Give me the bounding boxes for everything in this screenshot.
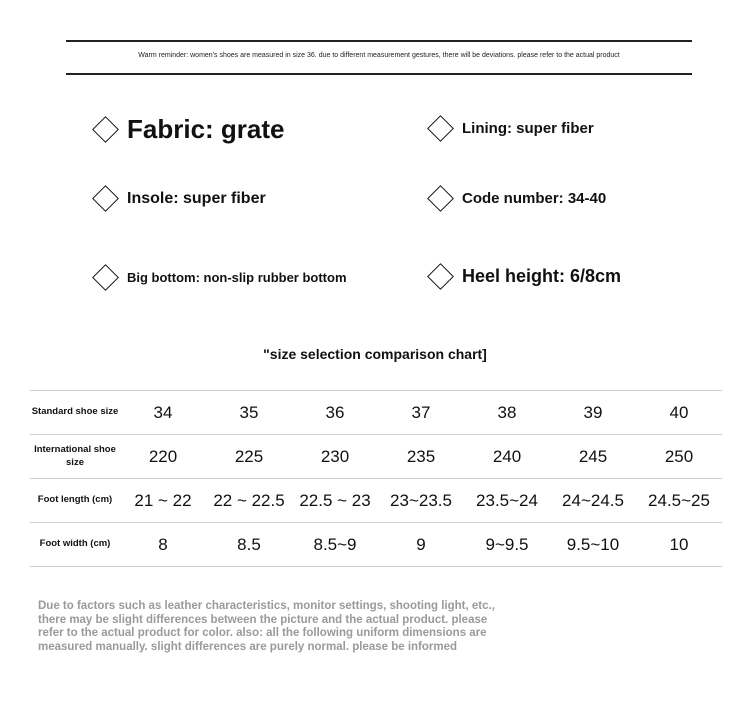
table-row <box>30 523 722 567</box>
diamond-icon <box>92 116 119 143</box>
table-cell: 35 <box>206 391 292 435</box>
table-cell: 245 <box>550 435 636 479</box>
row-header: Foot width (cm) <box>30 523 120 567</box>
table-cell: 23~23.5 <box>378 479 464 523</box>
feature-big-bottom <box>92 268 347 287</box>
feature-insole <box>92 189 266 208</box>
feature-text: Big bottom: non-slip rubber bottom <box>127 270 347 285</box>
feature-text: Fabric: grate <box>127 114 285 144</box>
diamond-icon <box>92 264 119 291</box>
bottom-rule <box>66 73 692 75</box>
table-cell: 40 <box>636 391 722 435</box>
table-cell: 8.5 <box>206 523 292 567</box>
table-row <box>30 435 722 479</box>
table-cell: 230 <box>292 435 378 479</box>
diamond-icon <box>92 185 119 212</box>
table-cell: 9.5~10 <box>550 523 636 567</box>
row-header: Standard shoe size <box>30 391 120 435</box>
feature-text: Lining: super fiber <box>462 120 594 137</box>
feature-fabric <box>92 114 285 145</box>
table-cell: 24.5~25 <box>636 479 722 523</box>
feature-text: Heel height: 6/8cm <box>462 266 622 286</box>
size-chart-title: "size selection comparison chart] <box>263 346 487 362</box>
table-cell: 39 <box>550 391 636 435</box>
disclaimer-note: Due to factors such as leather characteristics, monitor settings, shooting light, etc., there may be slight differences between the picture and the actual product. please refer to the actual product for color. also: all the following uniform dimensions are measured manually. slight differences are purely normal. please be informed <box>38 600 495 653</box>
top-rule <box>66 40 692 42</box>
table-cell: 8 <box>120 523 206 567</box>
table-cell: 9~9.5 <box>464 523 550 567</box>
table-row <box>30 479 722 523</box>
table-cell: 10 <box>636 523 722 567</box>
table-cell: 235 <box>378 435 464 479</box>
row-header: Foot length (cm) <box>30 479 120 523</box>
table-cell: 36 <box>292 391 378 435</box>
diamond-icon <box>427 185 454 212</box>
table-cell: 34 <box>120 391 206 435</box>
table-cell: 38 <box>464 391 550 435</box>
feature-heel-height <box>427 266 621 287</box>
table-cell: 24~24.5 <box>550 479 636 523</box>
table-row <box>30 391 722 435</box>
row-header: International shoe size <box>30 435 120 479</box>
table-cell: 37 <box>378 391 464 435</box>
table-cell: 250 <box>636 435 722 479</box>
size-table <box>30 390 722 567</box>
table-cell: 220 <box>120 435 206 479</box>
warm-reminder: Warm reminder: women's shoes are measured in size 36. due to different measurement gestures, there will be deviations. please refer to the actual product <box>138 52 620 59</box>
table-cell: 23.5~24 <box>464 479 550 523</box>
diamond-icon <box>427 263 454 290</box>
table-cell: 225 <box>206 435 292 479</box>
feature-lining <box>427 119 594 138</box>
feature-text: Insole: super fiber <box>127 189 266 207</box>
table-cell: 8.5~9 <box>292 523 378 567</box>
feature-code-number <box>427 189 606 208</box>
table-cell: 9 <box>378 523 464 567</box>
table-cell: 240 <box>464 435 550 479</box>
table-cell: 22 ~ 22.5 <box>206 479 292 523</box>
table-cell: 21 ~ 22 <box>120 479 206 523</box>
diamond-icon <box>427 115 454 142</box>
feature-text: Code number: 34-40 <box>462 190 607 207</box>
table-cell: 22.5 ~ 23 <box>292 479 378 523</box>
